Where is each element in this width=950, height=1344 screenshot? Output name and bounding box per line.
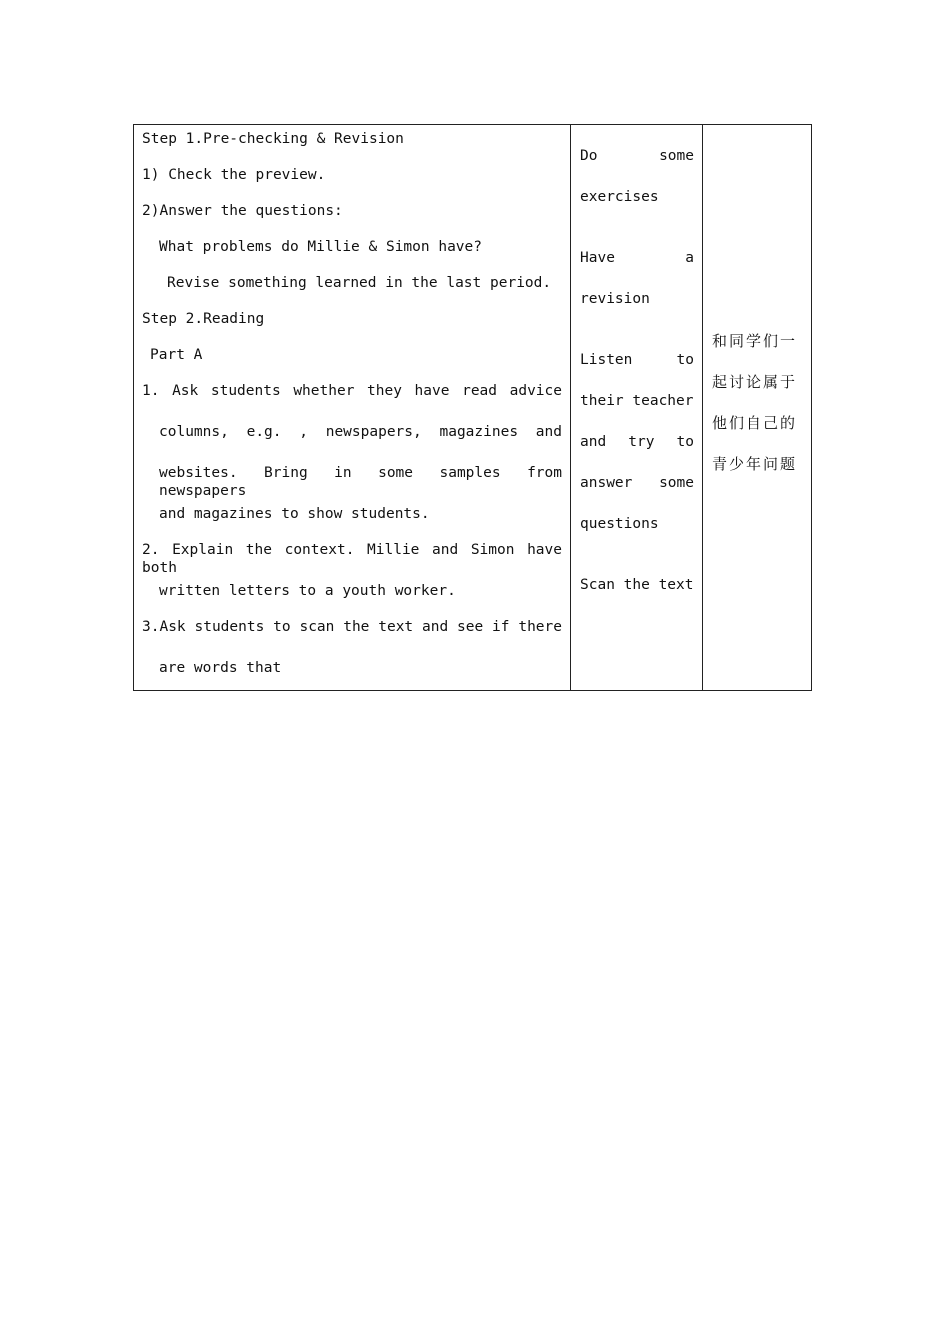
student-activity-line: Listen to [580, 352, 694, 368]
student-activity-line: Do some [580, 148, 694, 164]
step1-item-questions: 2)Answer the questions: [142, 203, 343, 219]
item1-line: columns, e.g. , newspapers, magazines and [159, 424, 562, 440]
teacher-activities-column [134, 125, 571, 690]
design-intent-line: 他们自己的 [712, 414, 798, 432]
student-activity-line: revision [580, 291, 650, 307]
item1-line: 1. Ask students whether they have read advice [142, 383, 562, 399]
item2-line: written letters to a youth worker. [159, 583, 456, 599]
item2-line: 2. Explain the context. Millie and Simon have both [142, 542, 562, 576]
design-intent-line: 和同学们一 [712, 332, 798, 350]
design-intent-line: 起讨论属于 [712, 373, 798, 391]
item3-line: 3.Ask students to scan the text and see if there [142, 619, 562, 635]
student-activity-line: answer some [580, 475, 694, 491]
student-activity-line: and try to [580, 434, 694, 450]
student-activity-line: Scan the text [580, 577, 694, 593]
step2-title: Step 2.Reading [142, 311, 265, 327]
item1-line: websites. Bring in some samples from newspapers [159, 465, 562, 499]
student-activity-line: questions [580, 516, 659, 532]
item1-line: and magazines to show students. [159, 506, 430, 522]
step1-item-preview: 1) Check the preview. [142, 167, 326, 183]
step1-revise: Revise something learned in the last period. [167, 275, 552, 291]
part-label: Part A [150, 347, 203, 363]
design-intent-column [703, 125, 811, 690]
student-activity-line: Have a [580, 250, 694, 266]
student-activities-column [571, 125, 703, 690]
step1-question: What problems do Millie & Simon have? [159, 239, 483, 255]
item3-line: are words that [159, 660, 282, 676]
student-activity-line: exercises [580, 189, 659, 205]
design-intent-line: 青少年问题 [712, 455, 798, 473]
step1-title: Step 1.Pre-checking & Revision [142, 131, 404, 147]
student-activity-line: their teacher [580, 393, 694, 409]
lesson-plan-table [133, 124, 812, 691]
